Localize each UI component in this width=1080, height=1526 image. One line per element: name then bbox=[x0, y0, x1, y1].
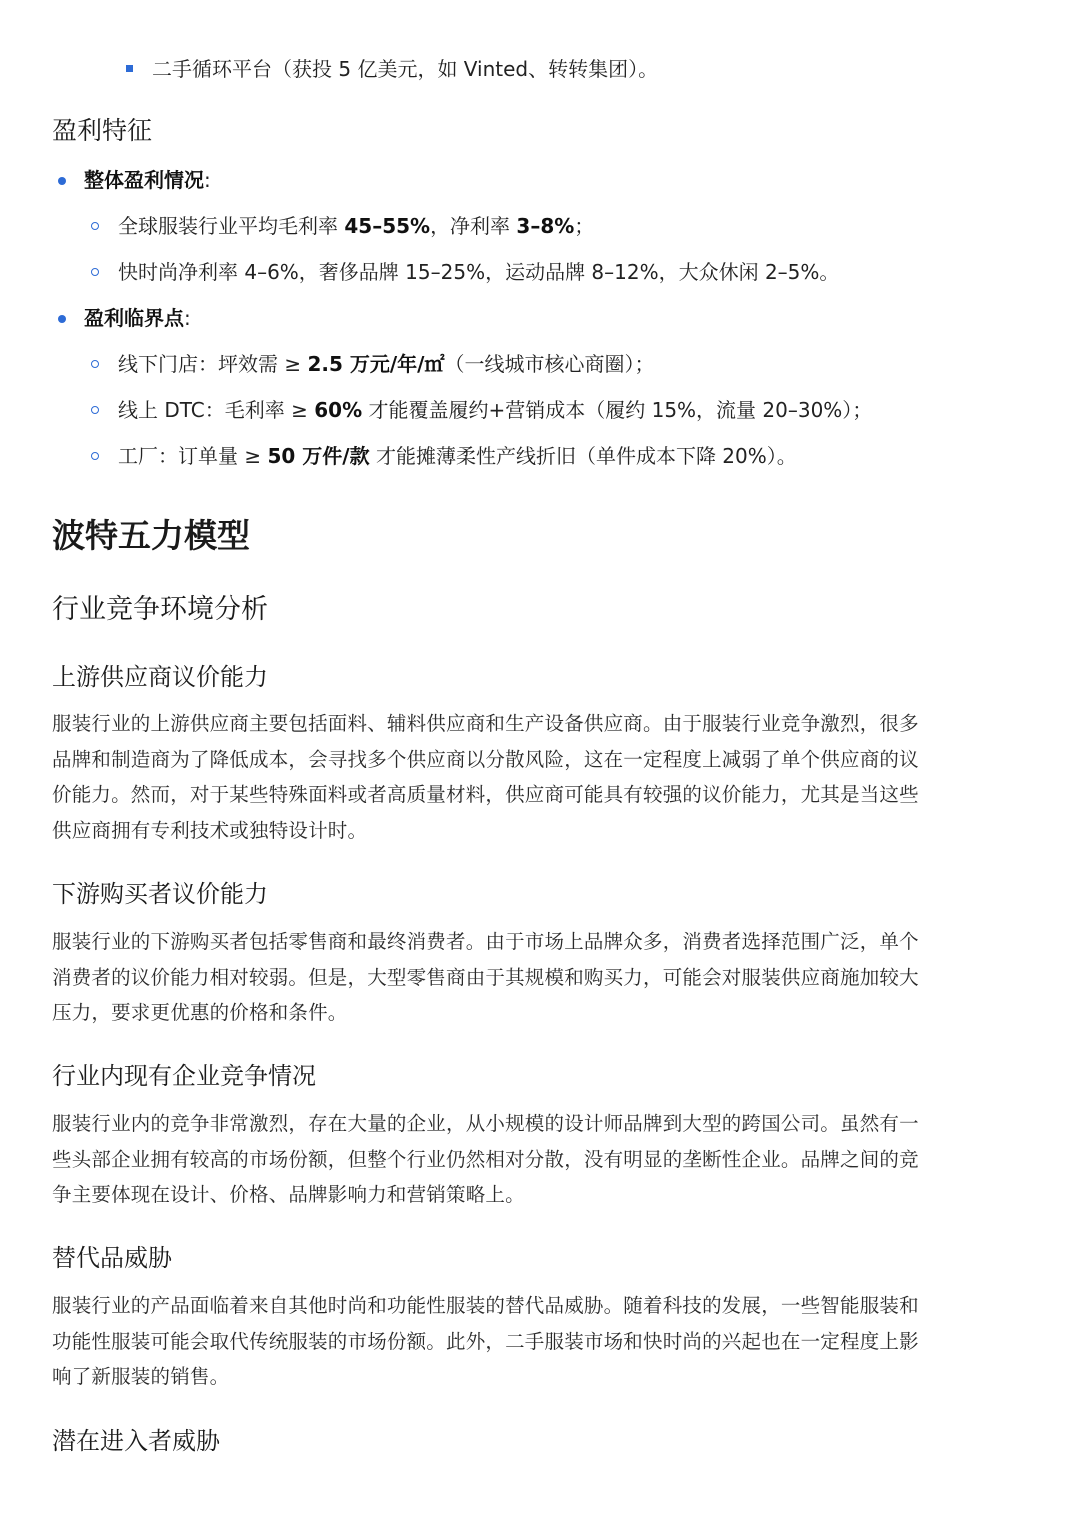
text-span: ； bbox=[574, 214, 595, 238]
list-item-label: 盈利临界点 bbox=[84, 306, 184, 330]
section-heading: 行业内现有企业竞争情况 bbox=[52, 1062, 316, 1090]
bullet-icon bbox=[58, 315, 66, 323]
list-item bbox=[84, 304, 191, 332]
circle-bullet-icon bbox=[91, 452, 99, 460]
list-item bbox=[118, 350, 655, 378]
paragraph bbox=[52, 924, 1014, 1031]
text-span: 线下门店：坪效需 ≥ bbox=[118, 352, 308, 376]
paragraph-line: 服装行业的产品面临着来自其他时尚和功能性服装的替代品威胁。随着科技的发展，一些智能服装和 bbox=[52, 1294, 919, 1317]
section-heading: 盈利特征 bbox=[52, 116, 153, 145]
list-item: 二手循环平台（获投 5 亿美元，如 Vinted、转转集团）。 bbox=[152, 57, 659, 81]
circle-bullet-icon bbox=[91, 268, 99, 276]
paragraph-line: 功能性服装可能会取代传统服装的市场份额。此外，二手服装市场和快时尚的兴起也在一定程度上影 bbox=[52, 1329, 919, 1353]
list-item-label: 整体盈利情况 bbox=[84, 168, 204, 192]
section-heading: 上游供应商议价能力 bbox=[52, 663, 268, 691]
text-span: （一线城市核心商圈）； bbox=[444, 352, 655, 376]
subtitle: 行业竞争环境分析 bbox=[52, 594, 268, 625]
paragraph-line: 价能力。然而，对于某些特殊面料或者高质量材料，供应商可能具有较强的议价能力，尤其是当这些 bbox=[52, 783, 919, 806]
text-span: 才能摊薄柔性产线折旧（单件成本下降 20%）。 bbox=[369, 444, 797, 468]
bold-value: 60% bbox=[314, 398, 363, 422]
text-span: 线上 DTC：毛利率 ≥ bbox=[118, 398, 315, 422]
bold-value: 3–8% bbox=[516, 214, 575, 238]
paragraph-line: 响了新服装的销售。 bbox=[52, 1365, 230, 1388]
paragraph-line: 些头部企业拥有较高的市场份额，但整个行业仍然相对分散，没有明显的垄断性企业。品牌之间的竞 bbox=[52, 1147, 919, 1171]
paragraph-line: 供应商拥有专利技术或独特设计时。 bbox=[52, 818, 368, 842]
paragraph bbox=[52, 1288, 1014, 1395]
paragraph-line: 消费者的议价能力相对较弱。但是，大型零售商由于其规模和购买力，可能会对服装供应商施加较大 bbox=[52, 965, 919, 989]
text-span: ，净利率 bbox=[430, 214, 517, 238]
label-colon: : bbox=[204, 168, 211, 192]
circle-bullet-icon bbox=[91, 360, 99, 368]
paragraph-line: 服装行业内的竞争非常激烈，存在大量的企业，从小规模的设计师品牌到大型的跨国公司。虽然有一 bbox=[52, 1112, 919, 1135]
text-span: 工厂：订单量 ≥ bbox=[118, 444, 268, 468]
paragraph-line: 服装行业的下游购买者包括零售商和最终消费者。由于市场上品牌众多，消费者选择范围广泛，单个 bbox=[52, 930, 919, 953]
bullet-icon bbox=[58, 177, 66, 185]
list-item bbox=[118, 442, 797, 470]
circle-bullet-icon bbox=[91, 406, 99, 414]
bold-value: 2.5 万元/年/㎡ bbox=[307, 352, 445, 376]
text-span: 才能覆盖履约+营销成本（履约 15%，流量 20–30%）； bbox=[362, 398, 873, 422]
paragraph-line: 品牌和制造商为了降低成本，会寻找多个供应商以分散风险，这在一定程度上减弱了单个供应商的议 bbox=[52, 747, 919, 771]
bold-value: 45–55% bbox=[344, 214, 431, 238]
paragraph bbox=[52, 706, 1014, 848]
section-heading: 潜在进入者威胁 bbox=[52, 1427, 220, 1455]
section-heading: 下游购买者议价能力 bbox=[52, 880, 268, 908]
paragraph bbox=[52, 1106, 1014, 1213]
page-title: 波特五力模型 bbox=[52, 516, 250, 555]
text-span: 全球服装行业平均毛利率 bbox=[118, 214, 345, 238]
square-bullet-icon bbox=[126, 65, 133, 72]
circle-bullet-icon bbox=[91, 222, 99, 230]
section-heading: 替代品威胁 bbox=[52, 1244, 172, 1272]
list-item bbox=[118, 212, 594, 240]
list-item bbox=[118, 396, 872, 424]
paragraph-line: 服装行业的上游供应商主要包括面料、辅料供应商和生产设备供应商。由于服装行业竞争激烈，很多 bbox=[52, 712, 919, 735]
list-item: 快时尚净利率 4–6%，奢侈品牌 15–25%，运动品牌 8–12%，大众休闲 2–5%。 bbox=[118, 260, 840, 284]
list-item bbox=[84, 166, 211, 194]
paragraph-line: 争主要体现在设计、价格、品牌影响力和营销策略上。 bbox=[52, 1183, 525, 1206]
label-colon: : bbox=[184, 306, 191, 330]
bold-value: 50 万件/款 bbox=[267, 444, 370, 468]
paragraph-line: 压力，要求更优惠的价格和条件。 bbox=[52, 1001, 348, 1024]
